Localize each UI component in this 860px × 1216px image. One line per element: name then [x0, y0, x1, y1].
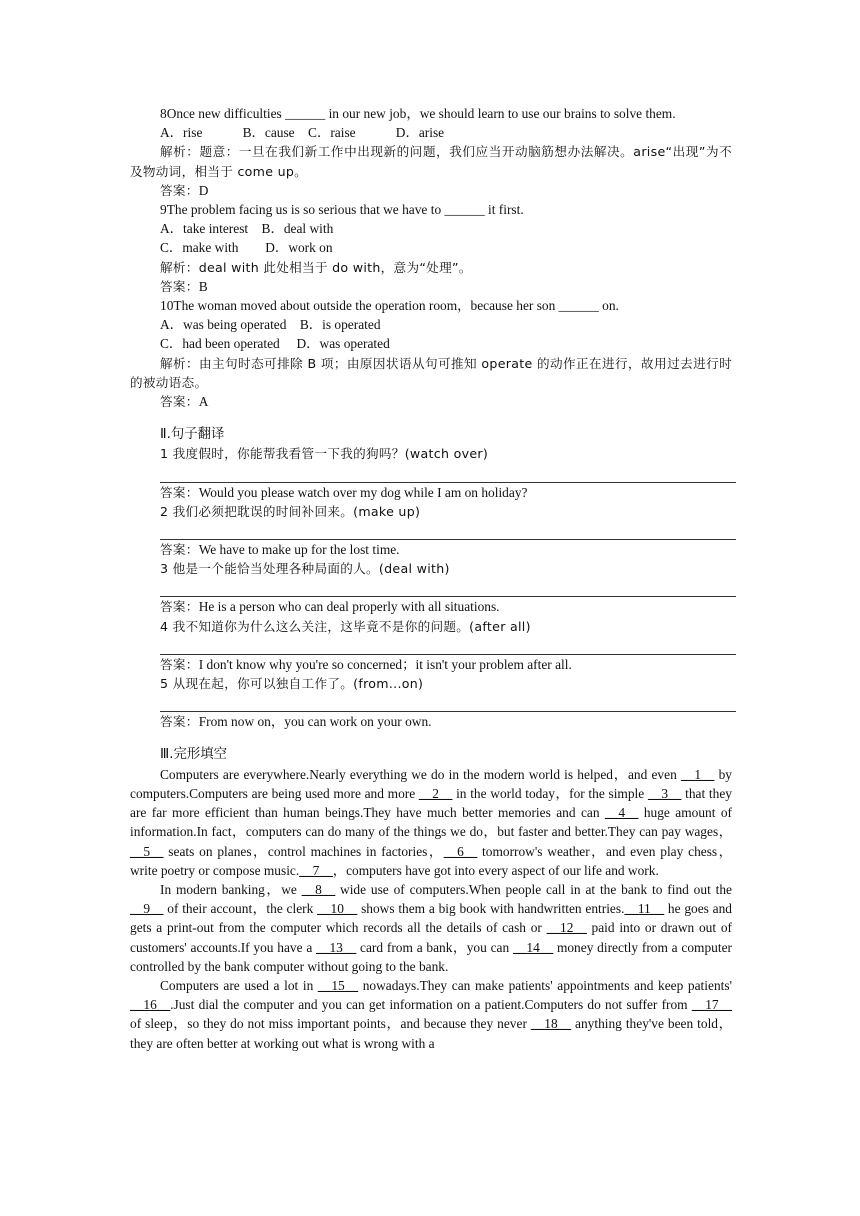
question-options: A．was being operated B．is operated [160, 317, 381, 333]
cloze-blank-18: __18__ [530, 1016, 572, 1032]
cloze-section [130, 745, 732, 1052]
question-answer [130, 277, 732, 296]
question-answer [130, 181, 732, 200]
cloze-blank-13: __13__ [316, 939, 357, 955]
cloze-blank-9: __9__ [130, 901, 164, 917]
cloze-paragraph-1 [130, 765, 732, 880]
translation-answer [130, 712, 732, 731]
answer-value: B [198, 278, 208, 294]
passage-text: Computers are everywhere.Nearly everything we do in the modern world is helped，and even [160, 766, 681, 782]
analysis-text: 题意：一旦在我们新工作中出现新的问题，我们应当开动脑筋想办法解决。arise“出现”为不及物动词，相当于 come up。 [130, 144, 733, 179]
passage-text: money directly from a computer controlled by the bank computer without going to the bank. [130, 939, 732, 974]
question-stem: 10The woman moved about outside the operation room，because her son ______ on. [160, 298, 619, 314]
cloze-blank-1: __1__ [680, 766, 715, 782]
passage-text: .Just dial the computer and you can get information on a patient.Computers do not suffer from [170, 997, 692, 1013]
question-options: C．make with D．work on [160, 240, 333, 256]
answer-value: Would you please watch over my dog while I am on holiday? [198, 484, 528, 500]
passage-text: huge amount of information.In fact，computers can do many of the things we do，but faster and better.They can pay wages， [130, 805, 732, 840]
answer-label: 答案： [160, 182, 199, 198]
cloze-blank-4: __4__ [604, 805, 639, 821]
passage-text: In modern banking，we [160, 881, 302, 897]
translation-item [130, 444, 732, 501]
section-title: Ⅲ.完形填空 [160, 747, 228, 763]
passage-text: in the world today，for the simple [452, 785, 648, 801]
question-10 [130, 296, 732, 411]
translation-section [130, 425, 732, 731]
passage-text: card from a bank，you can [356, 939, 513, 955]
cloze-blank-5: __5__ [130, 843, 164, 859]
translation-prompt: 5 从现在起，你可以独自工作了。(from...on) [160, 676, 424, 692]
question-analysis [130, 354, 732, 392]
translation-prompt: 1 我度假时，你能帮我看管一下我的狗吗？(watch over) [160, 446, 489, 462]
answer-value: From now on，you can work on your own. [198, 714, 432, 730]
passage-text: by computers.Computers are being used more and more [130, 766, 732, 801]
cloze-blank-15: __15__ [317, 977, 359, 993]
answer-value: I don't know why you're so concerned；it isn't your problem after all. [198, 656, 572, 672]
answer-value: A [198, 394, 209, 410]
answer-value: He is a person who can deal properly with all situations. [198, 599, 500, 615]
question-options: A．rise B．cause C．raise D．arise [160, 125, 445, 141]
answer-blank-line[interactable] [160, 578, 736, 597]
translation-answer [130, 655, 732, 674]
answer-label: 答案： [160, 599, 199, 615]
cloze-blank-11: __11__ [624, 901, 665, 917]
passage-text: shows them a big book with handwritten entries. [357, 901, 625, 917]
analysis-text: 由主句时态可排除 B 项；由原因状语从句可推知 operate 的动作正在进行，故用过去进行时的被动语态。 [130, 355, 732, 390]
answer-label: 答案： [160, 542, 199, 558]
cloze-blank-10: __10__ [317, 901, 358, 917]
question-9 [130, 200, 732, 296]
analysis-label: 解析： [160, 144, 200, 160]
cloze-paragraph-3 [130, 976, 732, 1053]
analysis-label: 解析： [160, 259, 199, 275]
answer-value: We have to make up for the lost time. [198, 542, 400, 558]
answer-value: D [198, 182, 209, 198]
answer-blank-line[interactable] [160, 464, 736, 483]
cloze-blank-7: __7__ [299, 862, 333, 878]
answer-blank-line[interactable] [160, 693, 736, 712]
cloze-blank-3: __3__ [647, 785, 682, 801]
answer-label: 答案： [160, 714, 199, 730]
cloze-blank-12: __12__ [546, 920, 587, 936]
passage-text: seats on planes，control machines in factories， [163, 843, 444, 859]
answer-label: 答案： [160, 656, 199, 672]
translation-item [130, 674, 732, 731]
section-title: Ⅱ.句子翻译 [160, 427, 225, 443]
translation-answer [130, 540, 732, 559]
document-page [130, 104, 732, 1053]
cloze-paragraph-2 [130, 880, 732, 976]
translation-prompt: 3 他是一个能恰当处理各种局面的人。(deal with) [160, 561, 450, 577]
cloze-blank-17: __17__ [691, 997, 732, 1013]
passage-text: ，computers have got into every aspect of our life and work. [332, 862, 659, 878]
question-8 [130, 104, 732, 200]
passage-text: wide use of computers.When people call in at the bank to find out the [335, 881, 732, 897]
question-stem: 8Once new difficulties ______ in our new job，we should learn to use our brains to solve them. [160, 106, 676, 121]
passage-text: that they are far more efficient than human beings.They have much better memories and can [130, 785, 732, 821]
passage-text: anything they've been told，they are often better at working out what is wrong with a [130, 1016, 732, 1051]
question-analysis [130, 142, 732, 180]
answer-label: 答案： [160, 278, 199, 294]
passage-text: paid into or drawn out of customers' accounts.If you have a [130, 920, 732, 955]
cloze-blank-8: __8__ [301, 881, 336, 897]
passage-text: of their account，the clerk [163, 901, 318, 917]
translation-answer [130, 597, 732, 616]
passage-text: nowadays.They can make patients' appointments and keep patients' [358, 977, 732, 993]
cloze-blank-16: __16__ [130, 997, 171, 1013]
analysis-text: deal with 此处相当于 do with，意为“处理”。 [198, 259, 472, 275]
question-stem: 9The problem facing us is so serious that we have to ______ it first. [160, 202, 524, 218]
translation-prompt: 2 我们必须把耽误的时间补回来。(make up) [160, 503, 421, 519]
translation-answer [130, 483, 732, 502]
passage-text: he goes and gets a print-out from the computer which records all the details of cash or [130, 901, 732, 936]
translation-item [130, 559, 732, 616]
question-answer [130, 392, 732, 411]
cloze-blank-14: __14__ [512, 939, 554, 955]
cloze-blank-6: __6__ [443, 843, 478, 859]
translation-prompt: 4 我不知道你为什么这么关注，这毕竟不是你的问题。(after all) [160, 618, 531, 634]
cloze-blank-2: __2__ [418, 785, 453, 801]
passage-text: tomorrow's weather，and even play chess，write poetry or compose music. [130, 843, 733, 878]
analysis-label: 解析： [160, 355, 200, 371]
answer-label: 答案： [160, 484, 199, 500]
translation-item [130, 617, 732, 674]
translation-item [130, 502, 732, 559]
passage-text: of sleep，so they do not miss important points，and because they never [130, 1016, 531, 1032]
answer-blank-line[interactable] [160, 636, 736, 655]
question-options: C．had been operated D．was operated [160, 336, 390, 352]
answer-label: 答案： [160, 394, 199, 410]
question-analysis [130, 258, 732, 277]
passage-text: Computers are used a lot in [160, 977, 318, 993]
question-options: A．take interest B．deal with [160, 221, 334, 237]
answer-blank-line[interactable] [160, 521, 736, 540]
